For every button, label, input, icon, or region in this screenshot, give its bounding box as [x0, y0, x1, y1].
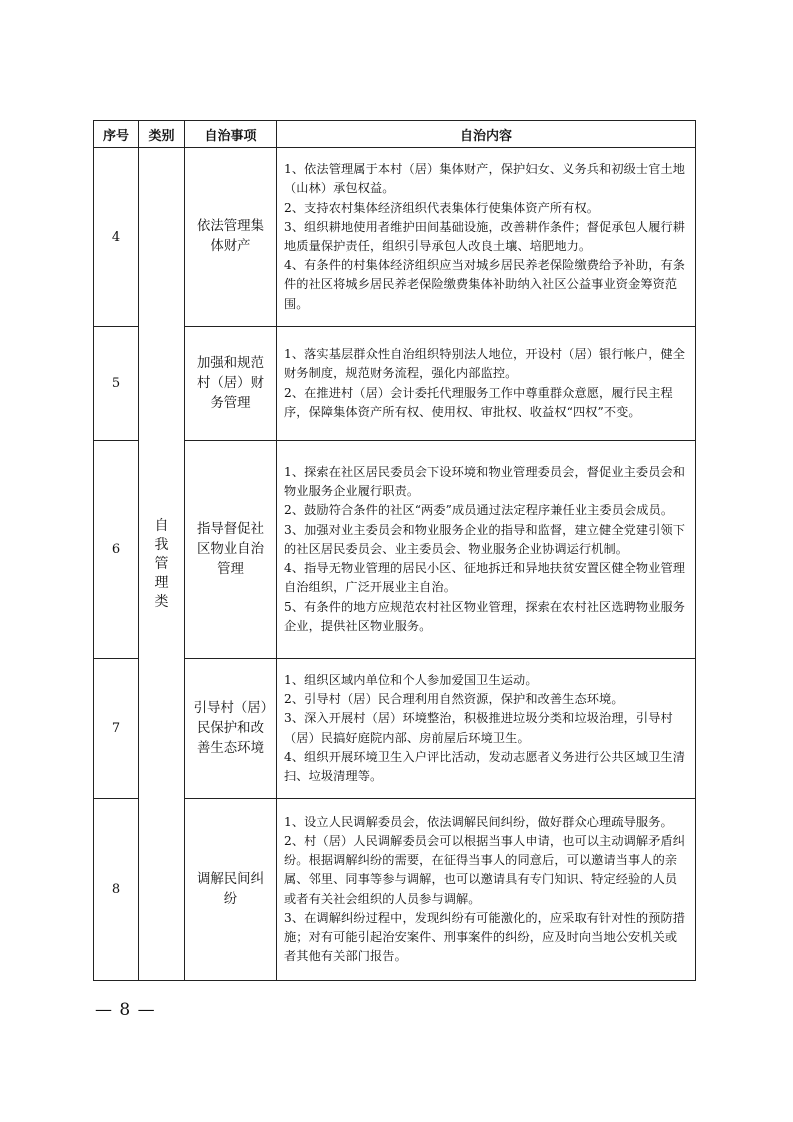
- category-cell: [139, 148, 185, 981]
- content-item: 1、设立人民调解委员会，依法调解民间纠纷，做好群众心理疏导服务。: [284, 814, 673, 829]
- content-cell: [277, 441, 696, 659]
- table-row: [94, 148, 696, 327]
- content-item: 4、指导无物业管理的居民小区、征地拆迁和异地扶贫安置区健全物业管理自治组织，广泛开展业主自治。: [284, 561, 686, 595]
- content-cell: [277, 148, 696, 327]
- serial-number-cell: 6: [94, 441, 139, 659]
- content-cell: [277, 327, 696, 441]
- content-item: 1、依法管理属于本村（居）集体财产，保护妇女、义务兵和初级士官土地（山林）承包权益。: [284, 162, 686, 196]
- matter-cell: 调解民间纠纷: [185, 799, 277, 981]
- table-row: [94, 799, 696, 981]
- serial-number-cell: 8: [94, 799, 139, 981]
- content-item: 1、落实基层群众性自治组织特别法人地位，开设村（居）银行帐户，健全财务制度，规范财务流程，强化内部监控。: [284, 347, 686, 381]
- content-item: 3、在调解纠纷过程中，发现纠纷有可能激化的，应采取有针对性的预防措施；对有可能引起治安案件、刑事案件的纠纷，应及时向当地公安机关或者其他有关部门报告。: [284, 910, 686, 964]
- matter-cell: 引导村（居）民保护和改善生态环境: [185, 659, 277, 799]
- matter-cell: 加强和规范村（居）财务管理: [185, 327, 277, 441]
- serial-number-cell: 5: [94, 327, 139, 441]
- page-number: — 8 —: [95, 1000, 156, 1020]
- content-item: 2、村（居）人民调解委员会可以根据当事人申请，也可以主动调解矛盾纠纷。根据调解纠纷的需要，在征得当事人的同意后，可以邀请当事人的亲属、邻里、同事等参与调解，也可以邀请具有专门知识、特定经验的人员或者有关社会组织的人员参与调解。: [284, 833, 686, 906]
- matter-cell: 依法管理集体财产: [185, 148, 277, 327]
- content-item: 3、加强对业主委员会和物业服务企业的指导和监督，建立健全党建引领下的社区居民委员会、业主委员会、物业服务企业协调运行机制。: [284, 522, 686, 556]
- header-category: 类别: [139, 121, 185, 148]
- content-item: 4、有条件的村集体经济组织应当对城乡居民养老保险缴费给予补助，有条件的社区将城乡居民养老保险缴费集体补助纳入社区公益事业资金筹资范围。: [284, 258, 686, 311]
- header-matter: 自治事项: [185, 121, 277, 148]
- table-row: [94, 327, 696, 441]
- category-label: 自我管理类: [154, 517, 169, 610]
- table-row: [94, 441, 696, 659]
- serial-number-cell: 4: [94, 148, 139, 327]
- serial-number-cell: 7: [94, 659, 139, 799]
- self-governance-table: [93, 120, 696, 981]
- header-serial-number: 序号: [94, 121, 139, 148]
- header-content: 自治内容: [277, 121, 696, 148]
- content-item: 2、在推进村（居）会计委托代理服务工作中尊重群众意愿，履行民主程序，保障集体资产所有权、使用权、审批权、收益权“四权”不变。: [284, 385, 673, 419]
- content-item: 2、鼓励符合条件的社区“两委”成员通过法定程序兼任业主委员会成员。: [284, 503, 674, 518]
- content-item: 5、有条件的地方应规范农村社区物业管理，探索在农村社区选聘物业服务企业，提供社区物业服务。: [284, 599, 686, 633]
- content-cell: [277, 659, 696, 799]
- content-item: 3、深入开展村（居）环境整治，积极推进垃圾分类和垃圾治理，引导村（居）民搞好庭院内部、房前屋后环境卫生。: [284, 711, 673, 745]
- content-item: 3、组织耕地使用者维护田间基础设施，改善耕作条件；督促承包人履行耕地质量保护责任，组织引导承包人改良土壤、培肥地力。: [284, 219, 686, 253]
- table-row: [94, 659, 696, 799]
- content-item: 4、组织开展环境卫生入户评比活动，发动志愿者义务进行公共区域卫生清扫、垃圾清理等。: [284, 749, 686, 783]
- content-cell: [277, 799, 696, 981]
- content-item: 1、组织区域内单位和个人参加爱国卫生运动。: [284, 672, 538, 687]
- matter-cell: 指导督促社区物业自治管理: [185, 441, 277, 659]
- content-item: 2、支持农村集体经济组织代表集体行使集体资产所有权。: [284, 200, 600, 215]
- table-header-row: [94, 121, 696, 148]
- content-item: 2、引导村（居）民合理利用自然资源，保护和改善生态环境。: [284, 692, 624, 707]
- content-item: 1、探索在社区居民委员会下设环境和物业管理委员会，督促业主委员会和物业服务企业履行职责。: [284, 465, 686, 499]
